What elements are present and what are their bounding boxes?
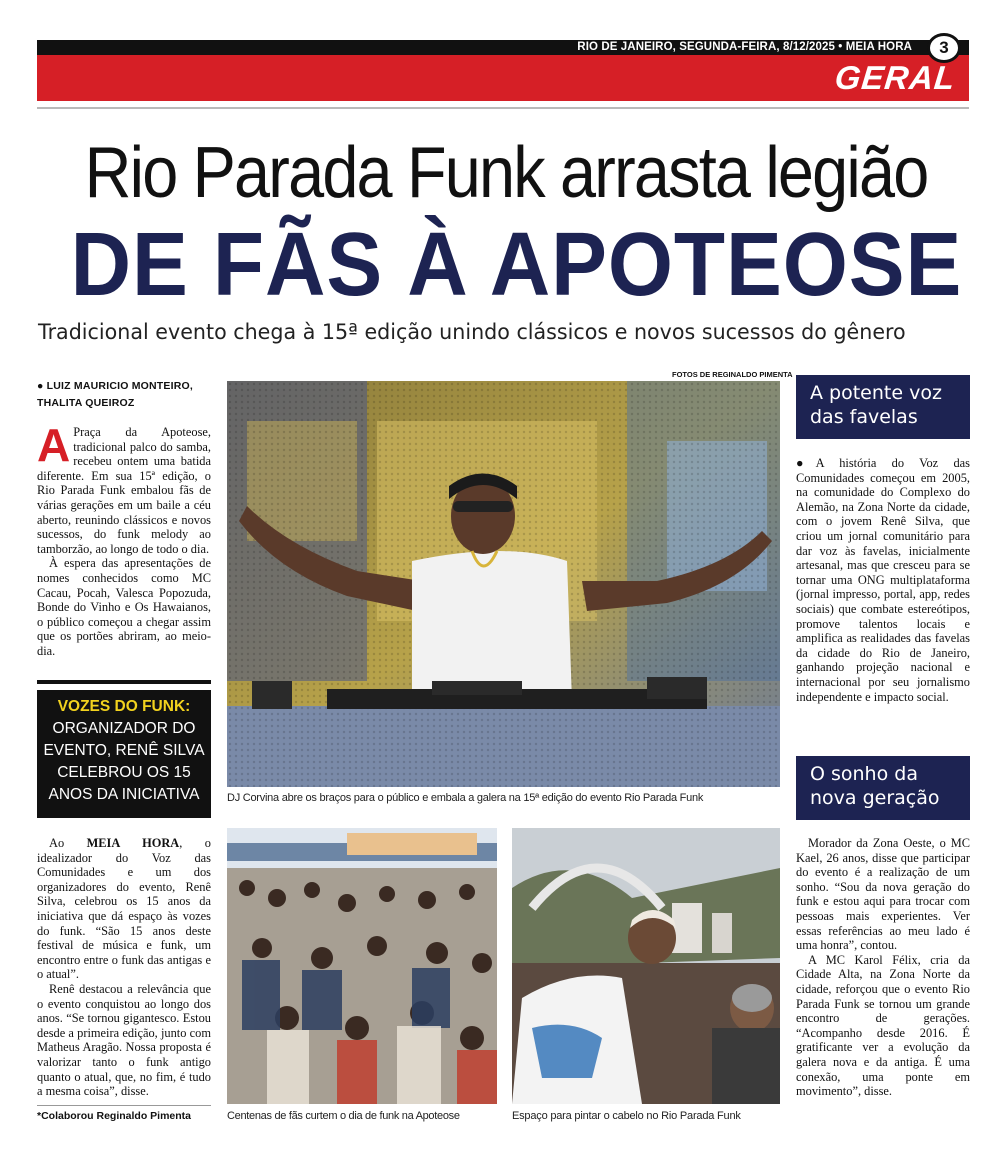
crowd-photo-caption: Centenas de fãs curtem o dia de funk na Apoteose	[227, 1110, 460, 1122]
lead-paragraph	[37, 419, 211, 556]
hair-photo-caption: Espaço para pintar o cabelo no Rio Parada Funk	[512, 1110, 741, 1122]
main-photo-caption: DJ Corvina abre os braços para o público e embala a galera na 15ª edição do evento Rio Parada Funk	[227, 792, 704, 804]
byline	[37, 378, 217, 412]
newspaper-name: MEIA HORA	[86, 836, 180, 850]
photo-crowd	[227, 828, 497, 1104]
collaboration-credit: *Colaborou Reginaldo Pimenta	[37, 1110, 192, 1122]
drop-cap: A	[37, 419, 71, 471]
section-banner	[37, 55, 969, 101]
sidebar-title-voz-das-favelas: A potente voz das favelas	[796, 375, 970, 439]
sidebar-text-nova-geracao	[796, 836, 970, 1099]
paragraph-3-text: , o idealizador do Voz das Comunidades e um dos organizadores do evento, Renê Silva, celebrou os 15 anos da iniciativa que dá espaço às vozes do funk. “São 15 anos deste festival de música e funk, um encontro entre o funk das antigas e o atual”.	[37, 836, 211, 982]
byline-author-1: ● LUIZ MAURICIO MONTEIRO,	[37, 380, 193, 392]
article-column-left-2	[37, 836, 211, 1099]
lead-paragraph-text: Praça da Apoteose, tradicional palco do samba, recebeu ontem uma batida diferente. Em sua 15ª edição, o Rio Parada Funk embalou fãs de várias gerações em um baile a céu aberto, reunindo clássicos e novos sucessos, do funk melody ao tamborzão, ao longo de todo o dia.	[37, 425, 211, 556]
section-label: GERAL	[832, 59, 957, 96]
vozes-do-funk-box	[37, 690, 211, 818]
paragraph-2: À espera das apresentações de nomes conhecidos como MC Cacau, Pocah, Valesca Popozuda, Bonde do Vinho e Os Hawaianos, o público começou a chegar assim que os portões abriram, ao meio-dia.	[37, 556, 211, 658]
headline-line-2: DE FÃS À APOTEOSE	[70, 215, 963, 315]
hair-photo-illustration	[512, 828, 780, 1104]
sidebar-text-voz-das-favelas: ●A história do Voz das Comunidades começou em 2005, na comunidade do Complexo do Alemão, na Zona Norte da cidade, com o jovem Renê Silva, que criou um jornal comunitário para dar voz às favelas, inicialmente artesanal, mas que cresceu para se tornar uma ONG multiplataforma (jornal impresso, portal, app, redes sociais) que combate estereótipos, promove talentos locais e amplifica as realidades das favelas da cidade do Rio de Janeiro, ganhando projeção nacional e internacional por seu jornalismo independente e impacto social.	[796, 456, 970, 704]
nova-geracao-paragraph-1: Morador da Zona Oeste, o MC Kael, 26 anos, disse que participar do evento é a realização de um sonho. “Sou da nova geração do funk e estou aqui para trocar com pessoas mais experientes. Ver essas referências ao meu lado é uma honra”, contou.	[796, 836, 970, 953]
credit-divider	[37, 1105, 211, 1106]
paragraph-3-prefix: Ao	[49, 836, 87, 850]
byline-author-2: THALITA QUEIROZ	[37, 397, 135, 409]
article-column-left	[37, 419, 211, 659]
headline-line-1: Rio Parada Funk arrasta legião	[84, 133, 928, 213]
quote-box-rule	[37, 680, 211, 684]
photo-hair-painting	[512, 828, 780, 1104]
paragraph-3	[37, 836, 211, 982]
dj-photo-illustration	[227, 381, 780, 787]
crowd-photo-illustration	[227, 828, 497, 1104]
vozes-text: ORGANIZADOR DO EVENTO, RENÊ SILVA CELEBROU OS 15 ANOS DA INICIATIVA	[43, 720, 205, 803]
header-divider	[37, 107, 969, 109]
page-number: 3	[927, 33, 961, 63]
sidebar-title-nova-geracao: O sonho da nova geração	[796, 756, 970, 820]
vozes-kicker: VOZES DO FUNK:	[57, 698, 191, 715]
paragraph-4: Renê destacou a relevância que o evento conquistou ao longo dos anos. “Se tornou gigantesco. Estou desde a primeira edição, junto com Matheus Aragão. Nossa proposta é valorizar tanto o funk antigo quanto o atual, que, no fim, é tudo a mesma coisa”, disse.	[37, 981, 211, 1099]
dateline: RIO DE JANEIRO, SEGUNDA-FEIRA, 8/12/2025 • MEIA HORA	[577, 41, 912, 53]
photo-dj-corvina	[227, 381, 780, 787]
subheadline: Tradicional evento chega à 15ª edição unindo clássicos e novos sucessos do gênero	[38, 320, 906, 345]
photo-credit: FOTOS DE REGINALDO PIMENTA	[672, 370, 793, 379]
nova-geracao-paragraph-2: A MC Karol Félix, cria da Cidade Alta, na Zona Norte da cidade, reforçou que o evento Rio Parada Funk se tornou um grande encontro de gerações. “Acompanho desde 2016. É gratificante ver a evolução da galera nova e da antiga. É uma conexão, uma ponte em movimento”, disse.	[796, 952, 970, 1099]
